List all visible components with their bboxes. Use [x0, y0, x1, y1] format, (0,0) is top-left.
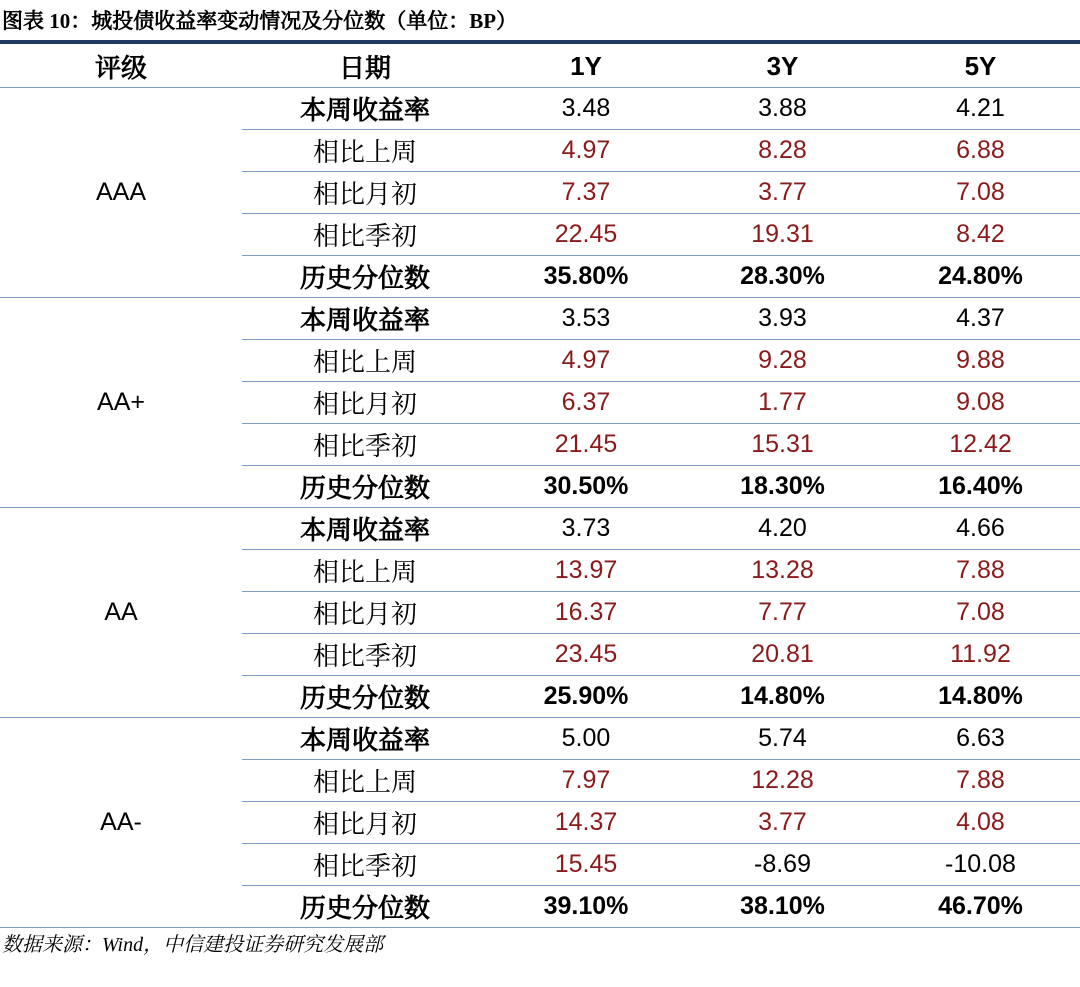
header-row: [0, 45, 1080, 88]
value-cell: 15.45: [488, 844, 684, 886]
value-cell: 4.37: [881, 298, 1080, 340]
row-label: 本周收益率: [242, 298, 488, 340]
yield-table: [0, 45, 1080, 928]
value-cell: 7.77: [684, 592, 881, 634]
value-cell: 3.73: [488, 508, 684, 550]
value-cell: 24.80%: [881, 256, 1080, 298]
row-label: 相比月初: [242, 802, 488, 844]
value-cell: 16.37: [488, 592, 684, 634]
value-cell: 1.77: [684, 382, 881, 424]
value-cell: 7.08: [881, 592, 1080, 634]
value-cell: 7.88: [881, 550, 1080, 592]
value-cell: 16.40%: [881, 466, 1080, 508]
header-5y: 5Y: [881, 45, 1080, 88]
row-label: 相比季初: [242, 844, 488, 886]
value-cell: 7.97: [488, 760, 684, 802]
value-cell: 3.48: [488, 88, 684, 130]
value-cell: 7.37: [488, 172, 684, 214]
row-label: 相比月初: [242, 172, 488, 214]
value-cell: 11.92: [881, 634, 1080, 676]
value-cell: 8.28: [684, 130, 881, 172]
value-cell: 6.88: [881, 130, 1080, 172]
value-cell: 14.37: [488, 802, 684, 844]
value-cell: 3.53: [488, 298, 684, 340]
row-label: 相比季初: [242, 214, 488, 256]
value-cell: 4.66: [881, 508, 1080, 550]
value-cell: 4.97: [488, 130, 684, 172]
value-cell: 22.45: [488, 214, 684, 256]
header-rating: 评级: [0, 45, 242, 88]
figure-caption: 图表 10：城投债收益率变动情况及分位数（单位：BP）: [2, 9, 518, 33]
value-cell: 28.30%: [684, 256, 881, 298]
value-cell: 7.08: [881, 172, 1080, 214]
value-cell: 4.97: [488, 340, 684, 382]
row-label: 相比季初: [242, 634, 488, 676]
row-label: 历史分位数: [242, 256, 488, 298]
value-cell: 23.45: [488, 634, 684, 676]
row-label: 历史分位数: [242, 466, 488, 508]
value-cell: 18.30%: [684, 466, 881, 508]
header-date: 日期: [242, 45, 488, 88]
table-row: [0, 508, 1080, 550]
value-cell: 12.28: [684, 760, 881, 802]
rating-cell: AAA: [0, 88, 242, 298]
value-cell: 9.88: [881, 340, 1080, 382]
value-cell: 13.97: [488, 550, 684, 592]
value-cell: 9.28: [684, 340, 881, 382]
row-label: 历史分位数: [242, 886, 488, 928]
value-cell: 5.74: [684, 718, 881, 760]
value-cell: 6.37: [488, 382, 684, 424]
row-label: 相比季初: [242, 424, 488, 466]
value-cell: 3.93: [684, 298, 881, 340]
value-cell: 6.63: [881, 718, 1080, 760]
value-cell: 3.88: [684, 88, 881, 130]
value-cell: 5.00: [488, 718, 684, 760]
row-label: 相比上周: [242, 130, 488, 172]
value-cell: 38.10%: [684, 886, 881, 928]
value-cell: 14.80%: [684, 676, 881, 718]
value-cell: -10.08: [881, 844, 1080, 886]
value-cell: 19.31: [684, 214, 881, 256]
row-label: 相比上周: [242, 340, 488, 382]
value-cell: 12.42: [881, 424, 1080, 466]
row-label: 历史分位数: [242, 676, 488, 718]
row-label: 本周收益率: [242, 718, 488, 760]
value-cell: 7.88: [881, 760, 1080, 802]
table-row: [0, 88, 1080, 130]
value-cell: 39.10%: [488, 886, 684, 928]
rating-cell: AA+: [0, 298, 242, 508]
value-cell: 13.28: [684, 550, 881, 592]
value-cell: 4.08: [881, 802, 1080, 844]
caption-divider: [0, 40, 1080, 44]
value-cell: 3.77: [684, 802, 881, 844]
value-cell: 3.77: [684, 172, 881, 214]
table-row: [0, 298, 1080, 340]
table-row: [0, 718, 1080, 760]
value-cell: 20.81: [684, 634, 881, 676]
row-label: 相比上周: [242, 550, 488, 592]
value-cell: 25.90%: [488, 676, 684, 718]
row-label: 本周收益率: [242, 508, 488, 550]
row-label: 本周收益率: [242, 88, 488, 130]
value-cell: 35.80%: [488, 256, 684, 298]
rating-cell: AA: [0, 508, 242, 718]
row-label: 相比月初: [242, 382, 488, 424]
value-cell: 14.80%: [881, 676, 1080, 718]
row-label: 相比上周: [242, 760, 488, 802]
value-cell: 15.31: [684, 424, 881, 466]
row-label: 相比月初: [242, 592, 488, 634]
value-cell: 46.70%: [881, 886, 1080, 928]
value-cell: 4.21: [881, 88, 1080, 130]
value-cell: 30.50%: [488, 466, 684, 508]
header-3y: 3Y: [684, 45, 881, 88]
value-cell: 8.42: [881, 214, 1080, 256]
table-body: [0, 88, 1080, 928]
value-cell: 9.08: [881, 382, 1080, 424]
value-cell: 21.45: [488, 424, 684, 466]
header-1y: 1Y: [488, 45, 684, 88]
value-cell: -8.69: [684, 844, 881, 886]
value-cell: 4.20: [684, 508, 881, 550]
source-note: 数据来源：Wind，中信建投证券研究发展部: [2, 934, 384, 956]
rating-cell: AA-: [0, 718, 242, 928]
